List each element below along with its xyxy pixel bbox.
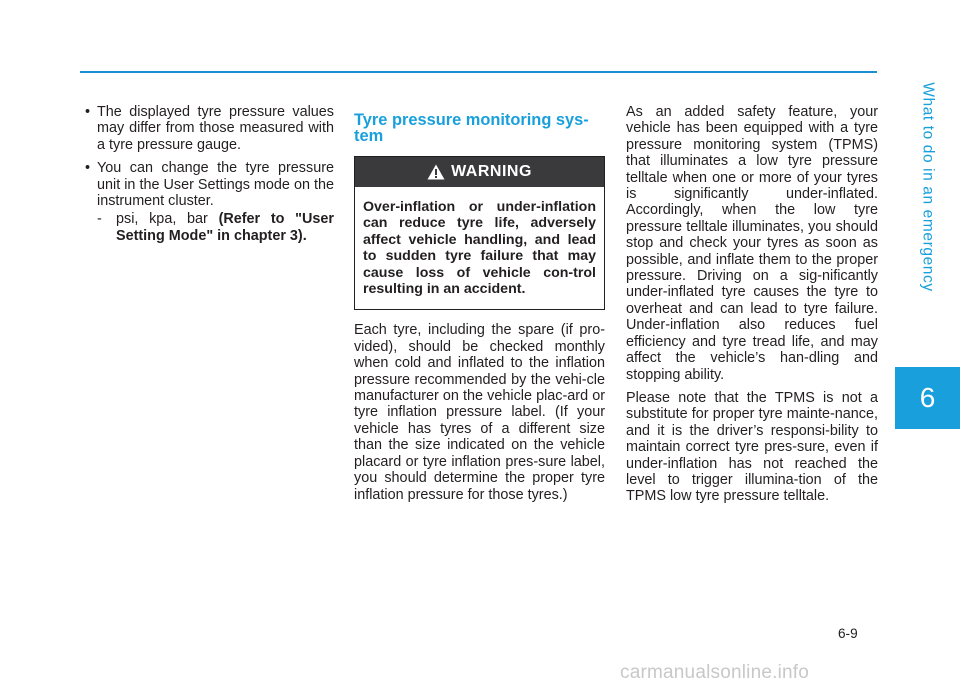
body-paragraph: Each tyre, including the spare (if pro-vided), should be checked monthly when cold and inflated to the inflation pressure recommended by the vehi-cle manufacturer on the vehicle plac-ard or tyre inflation pressure label. (If your vehicle has tyres of a different size than the size indicated on the vehicle placard or tyre inflation pres-sure label, you should determine the proper tyre inflation pressure for those tyres.) (354, 322, 605, 503)
sub-item-dash: - (97, 211, 102, 228)
unit-list: psi, kpa, bar (116, 211, 219, 228)
body-paragraph: As an added safety feature, your vehicle has been equipped with a tyre pressure monitoring system (TPMS) that illuminates a low tyre pressure telltale when one or more of your tyres is significantly under-inflated. Accordingly, when the low tyre pressure telltale illuminates, you should stop and check your tyres as soon as possible, and inflate them to the proper pressure. Driving on a sig-nificantly under-inflated tyre causes the tyre to overheat and can lead to tyre failure. Under-inflation also reduces fuel efficiency and tyre tread life, and may affect the vehicle’s han-dling and stopping ability. (626, 104, 878, 383)
warning-title: WARNING (451, 162, 532, 180)
chapter-side-tab (895, 0, 960, 689)
right-column (626, 104, 878, 512)
body-paragraph: Please note that the TPMS is not a substitute for proper tyre mainte-nance, and it is the driver’s responsi-bility to maintain correct tyre pres-sure, even if under-inflation has not reached the level to trigger illumina-tion of the TPMS low tyre pressure telltale. (626, 389, 878, 505)
middle-column (354, 104, 605, 503)
warning-text: Over-inflation or under-inflation can reduce tyre life, adversely affect vehicle handling, and lead to sudden tyre failure that may cause loss of vehicle con-trol resulting in an accident. (363, 199, 596, 298)
header-rule (80, 71, 877, 73)
warning-header (355, 157, 604, 187)
left-column (82, 104, 334, 244)
bullet-dot: • (85, 160, 91, 177)
warning-box (354, 156, 605, 310)
warning-triangle-icon (427, 164, 445, 180)
bullet-item: • You can change the tyre pressure unit in the User Settings mode on the instrument cluster. (85, 160, 334, 210)
site-watermark: carmanualsonline.info (620, 662, 810, 683)
unit-sub-item (82, 211, 334, 244)
section-title-vertical: What to do in an emergency (919, 82, 937, 292)
section-heading: Tyre pressure monitoring sys-tem (354, 111, 589, 145)
page-number: 6-9 (838, 626, 858, 641)
chapter-number-badge: 6 (895, 367, 960, 429)
chapter-reference: (Refer to "User Setting Mode" in chapter 3). (116, 211, 334, 244)
bullet-item: • The displayed tyre pressure values may differ from those measured with a tyre pressure gauge. (85, 104, 334, 153)
bullet-dot: • (85, 104, 91, 120)
